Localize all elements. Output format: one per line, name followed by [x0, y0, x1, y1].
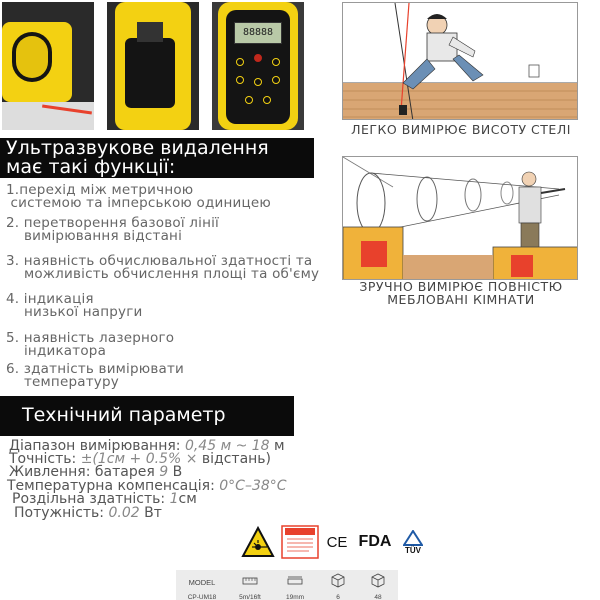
- param-power-supply-unit: В: [172, 464, 183, 480]
- device-button-3: [272, 58, 280, 66]
- param-range-unit: м: [274, 438, 285, 454]
- function-item-2-line-2: вимірювання відстані: [6, 228, 183, 244]
- spec-carton-value: 48: [374, 594, 382, 600]
- param-power-supply-value: 9: [159, 464, 173, 480]
- param-accuracy-label: Точність:: [9, 451, 81, 467]
- caption-ceiling: ЛЕГКО ВИМІРЮЄ ВИСОТУ СТЕЛІ: [351, 122, 571, 137]
- illustration-ceiling: [342, 2, 578, 120]
- tuv-mark-icon: [398, 524, 428, 560]
- caption-room-line-1: ЗРУЧНО ВИМІРЮЄ ПОВНІСТЮ: [359, 279, 563, 294]
- function-item-4-line-1: 4. індикація: [6, 291, 94, 307]
- ce-mark-icon: CE: [326, 533, 348, 551]
- device-button-5: [254, 78, 262, 86]
- spec-col-inner-box: [318, 570, 358, 600]
- spec-inner-box-value: 6: [336, 594, 340, 600]
- param-range-label: Діапазон вимірювання:: [9, 438, 185, 454]
- param-temp-value: 0°C–38°C: [219, 478, 287, 494]
- spec-col-width: [272, 570, 318, 600]
- fda-mark-icon: FDA: [358, 533, 392, 550]
- function-item-3-line-2: можливість обчислення площі та об'єму: [6, 266, 320, 282]
- illustration-room: [342, 156, 578, 280]
- param-power-supply: [9, 465, 182, 479]
- tape-length-icon: [242, 574, 258, 586]
- device-button-1: [236, 58, 244, 66]
- function-item-4-line-2: низької напруги: [6, 304, 143, 320]
- function-item-5-line-1: 5. наявність лазерного: [6, 330, 175, 346]
- spec-length-value: 5m/16ft: [239, 594, 261, 600]
- spec-col-carton: [358, 570, 398, 600]
- caption-room: [344, 280, 578, 306]
- spec-col-length: [228, 570, 272, 600]
- spec-model-label: MODEL: [188, 578, 216, 587]
- params-heading-text: Технічний параметр: [22, 404, 226, 426]
- carton-box-icon: [370, 572, 386, 588]
- param-resolution-value: 1: [169, 491, 179, 507]
- param-power-label: Потужність:: [14, 505, 109, 521]
- param-power: [14, 506, 162, 520]
- functions-heading-line-1: Ультразвукове видалення: [6, 137, 269, 159]
- param-accuracy-value: ±(1см + 0.5% ×: [80, 451, 202, 467]
- spec-col-model: [176, 570, 228, 600]
- function-item-3: [6, 255, 319, 281]
- functions-heading-line-2: має такі функції:: [6, 156, 176, 178]
- param-temp-label: Температурна компенсація:: [7, 478, 220, 494]
- spec-model-value: CP-UM18: [187, 594, 217, 600]
- function-item-6: [6, 363, 184, 389]
- product-photo-side: [2, 2, 94, 130]
- tape-width-icon: [287, 574, 303, 586]
- tuv-label: TÜV: [405, 545, 421, 555]
- illustration-room-svg: [343, 157, 578, 280]
- laser-warning-icon: [240, 524, 276, 560]
- lcd-display: 88888: [234, 22, 282, 44]
- function-item-1-line-2: системою та імперською одиницею: [6, 195, 271, 211]
- param-range-value: 0,45 м ~ 18: [184, 438, 275, 454]
- param-power-value: 0.02: [108, 505, 145, 521]
- param-resolution-unit: см: [178, 491, 197, 507]
- param-resolution: [12, 492, 197, 506]
- function-item-6-line-2: температуру: [6, 374, 119, 390]
- laser-label-icon: [280, 524, 320, 560]
- function-item-4: [6, 293, 143, 319]
- function-item-5-line-2: індикатора: [6, 343, 107, 359]
- function-item-6-line-1: 6. здатність вимірювати: [6, 361, 184, 377]
- functions-heading: [0, 138, 314, 178]
- spec-table: [176, 570, 398, 600]
- function-item-3-line-1: 3. наявність обчислювальної здатності та: [6, 253, 313, 269]
- function-item-1-line-1: 1.перехід між метричною: [6, 182, 194, 198]
- param-power-supply-label: Живлення: батарея: [9, 464, 160, 480]
- spec-width-value: 19mm: [285, 594, 305, 600]
- caption-room-line-2: МЕБЛОВАНІ КІМНАТИ: [387, 292, 535, 307]
- device-button-2: [254, 54, 262, 62]
- product-photo-front: [212, 2, 304, 130]
- function-item-5: [6, 332, 174, 358]
- device-button-6: [272, 76, 280, 84]
- illustration-ceiling-svg: [343, 3, 578, 120]
- function-item-2-line-1: 2. перетворення базової лінії: [6, 215, 219, 231]
- device-button-4: [236, 76, 244, 84]
- param-power-unit: Вт: [144, 505, 162, 521]
- device-button-7: [245, 96, 253, 104]
- inner-box-icon: [330, 572, 346, 588]
- function-item-1: [6, 184, 271, 210]
- param-accuracy-unit: відстань): [201, 451, 272, 467]
- product-photo-back: [107, 2, 199, 130]
- device-button-8: [263, 96, 271, 104]
- params-heading: [0, 396, 294, 436]
- function-item-2: [6, 217, 219, 243]
- param-resolution-label: Роздільна здатність:: [12, 491, 170, 507]
